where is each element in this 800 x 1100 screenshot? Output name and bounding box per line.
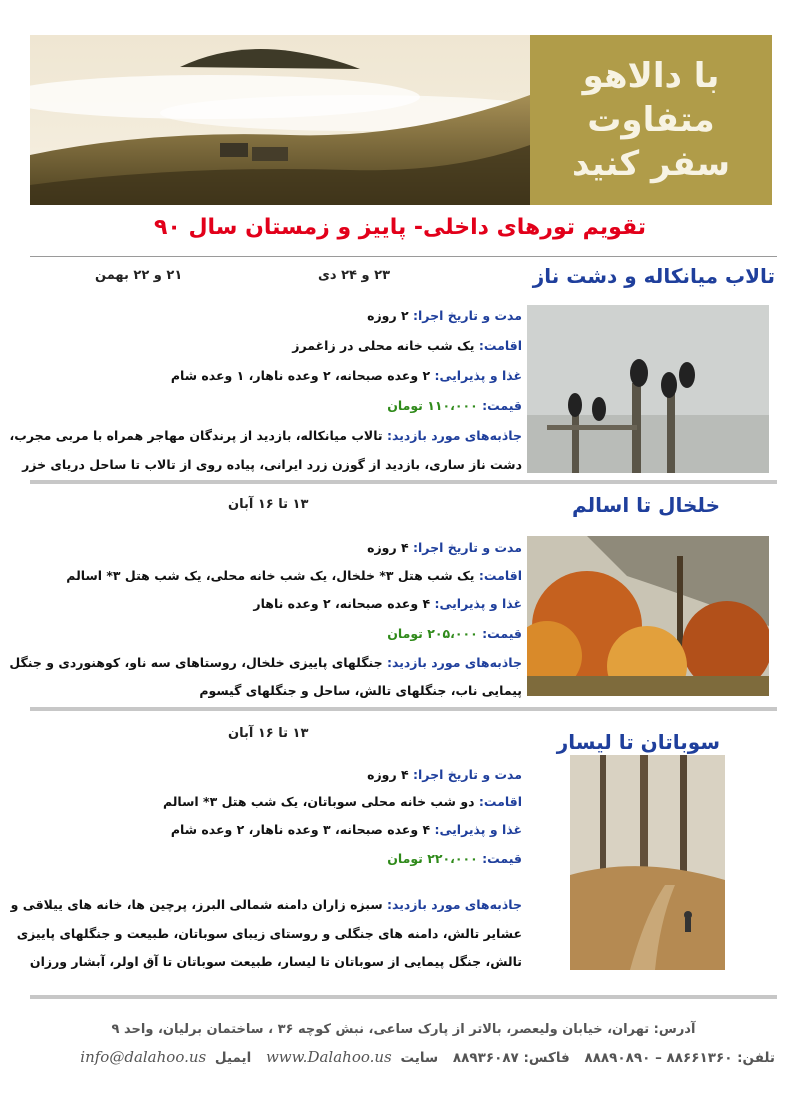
section-divider bbox=[30, 707, 777, 711]
tour-duration: مدت و تاریخ اجرا: ۴ روزه bbox=[367, 540, 522, 555]
slogan-line-1: با دالاهو bbox=[582, 56, 720, 96]
tour-title-miankaleh: تالاب میانکاله و دشت ناز bbox=[532, 264, 775, 288]
tour-date: ۱۳ تا ۱۶ آبان bbox=[228, 497, 309, 512]
tour-sights: جاذبه‌های مورد بازدید: جنگلهای پاییزی خلخال، روستاهای سه ناو، کوهنوردی و جنگل bbox=[9, 655, 522, 670]
banner-landscape-photo bbox=[30, 35, 530, 205]
page-title: تقویم تورهای داخلی- پاییز و زمستان سال ۹۰ bbox=[153, 215, 647, 240]
tour-stay: اقامت: دو شب خانه محلی سوباتان، یک شب هتل ۳* اسالم bbox=[162, 794, 522, 809]
email-label: ایمیل bbox=[214, 1050, 252, 1066]
tour-stay: اقامت: یک شب خانه محلی در زاغمرز bbox=[292, 338, 522, 353]
tour-sights-cont: عشایر تالش، دامنه های جنگلی و روستای زیبای سوباتان، طبیعت و جنگلهای پاییزی bbox=[16, 926, 522, 941]
tour-price: قیمت: ۱۱۰،۰۰۰ تومان bbox=[387, 398, 522, 413]
site-label: سایت bbox=[400, 1050, 439, 1066]
section-divider bbox=[30, 995, 777, 999]
phone-text: تلفن: ۸۸۶۶۱۳۶۰ – ۸۸۸۹۰۸۹۰ bbox=[584, 1050, 775, 1066]
tour-sights-cont: دشت ناز ساری، بازدید از گوزن زرد ایرانی، پیاده روی از تالاب تا ساحل دریای خزر bbox=[22, 457, 522, 472]
tour-price: قیمت: ۲۲۰،۰۰۰ تومان bbox=[387, 851, 522, 866]
tour-food: غذا و پذیرایی: ۴ وعده صبحانه، ۲ وعده ناهار bbox=[253, 596, 522, 611]
autumn-forest-photo bbox=[527, 536, 769, 696]
tour-food: غذا و پذیرایی: ۴ وعده صبحانه، ۳ وعده ناهار، ۲ وعده شام bbox=[170, 822, 522, 837]
tour-title-khalkhal: خلخال تا اسالم bbox=[571, 493, 720, 517]
header-banner bbox=[30, 35, 772, 205]
email-link[interactable]: info@dalahoo.us bbox=[80, 1048, 207, 1066]
banner-slogan-panel bbox=[530, 35, 772, 205]
forest-trail-photo bbox=[570, 755, 725, 970]
divider bbox=[30, 256, 777, 257]
tour-title-sobatan: سوباتان تا لیسار bbox=[556, 730, 720, 754]
tour-stay: اقامت: یک شب هتل ۳* خلخال، یک شب خانه محلی، یک شب هتل ۳* اسالم bbox=[66, 568, 522, 583]
tour-date: ۱۳ تا ۱۶ آبان bbox=[228, 726, 309, 741]
slogan-line-2: متفاوت bbox=[587, 100, 715, 140]
fax-text: فاکس: ۸۸۹۳۶۰۸۷ bbox=[452, 1050, 570, 1066]
tour-duration: مدت و تاریخ اجرا: ۴ روزه bbox=[367, 767, 522, 782]
footer-contact bbox=[30, 1048, 775, 1066]
tour-duration: مدت و تاریخ اجرا: ۲ روزه bbox=[367, 308, 522, 323]
tour-sights: جاذبه‌های مورد بازدید: سبزه زاران دامنه شمالی البرز، پرچین ها، خانه های ییلاقی و bbox=[10, 897, 522, 912]
slogan-line-3: سفر کنید bbox=[571, 144, 731, 184]
section-divider bbox=[30, 480, 777, 484]
tour-date: ۲۳ و ۲۴ دی bbox=[318, 268, 391, 283]
tour-food: غذا و پذیرایی: ۲ وعده صبحانه، ۲ وعده ناهار، ۱ وعده شام bbox=[170, 368, 522, 383]
tour-price: قیمت: ۲۰۵،۰۰۰ تومان bbox=[387, 626, 522, 641]
tour-sights-cont: تالش، جنگل پیمایی از سوباتان تا لیسار، طبیعت سوباتان تا آق اولر، آبشار ورزان bbox=[29, 954, 522, 969]
tour-sights-cont: پیمایی ناب، جنگلهای تالش، ساحل و جنگلهای گیسوم bbox=[199, 683, 522, 698]
tour-date: ۲۱ و ۲۲ بهمن bbox=[95, 268, 183, 283]
tour-sights: جاذبه‌های مورد بازدید: تالاب میانکاله، بازدید از پرندگان مهاجر همراه با مربی مجرب، bbox=[9, 428, 522, 443]
footer-address: آدرس: تهران، خیابان ولیعصر، بالاتر از پارک ساعی، نبش کوچه ۳۶ ، ساختمان برلیان، واحد ۹ bbox=[111, 1022, 696, 1037]
cormorants-photo bbox=[527, 305, 769, 473]
site-link[interactable]: www.Dalahoo.us bbox=[265, 1048, 392, 1066]
